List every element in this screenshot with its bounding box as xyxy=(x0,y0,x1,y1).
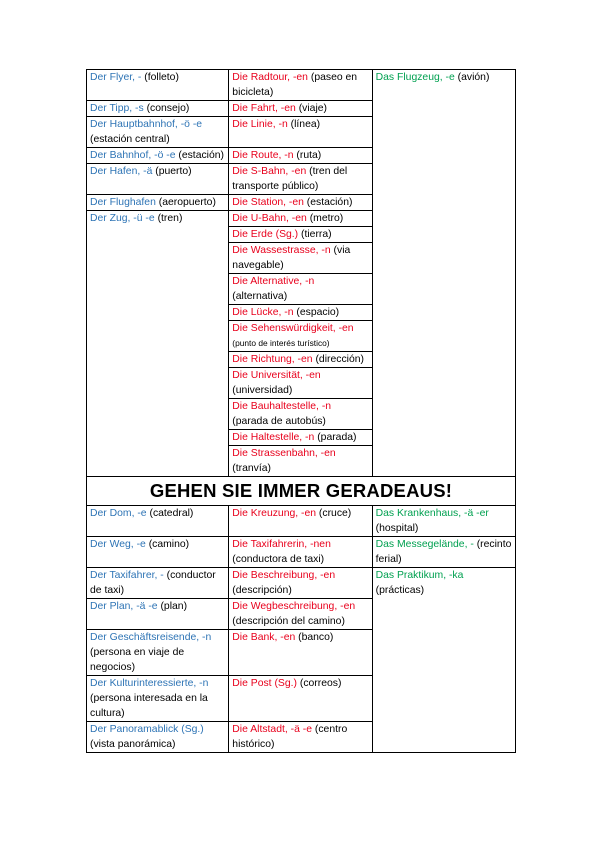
vocab-cell-neuter xyxy=(372,537,515,568)
vocab-gloss: (descripción del camino) xyxy=(232,616,345,627)
vocab-gloss: (estación central) xyxy=(90,134,170,145)
table-row xyxy=(87,568,516,599)
vocab-cell-feminine xyxy=(229,722,372,753)
vocab-cell-feminine xyxy=(229,243,372,274)
vocab-cell-feminine xyxy=(229,399,372,430)
vocab-cell-feminine xyxy=(229,148,372,164)
vocab-term: Der Tipp, -s xyxy=(90,103,144,114)
vocab-gloss: (universidad) xyxy=(232,385,293,396)
vocab-term: Der Kulturinteressierte, -n xyxy=(90,678,209,689)
vocab-gloss: (persona en viaje de negocios) xyxy=(90,647,185,673)
vocab-term: Die Sehenswürdigkeit, -en xyxy=(232,323,354,334)
vocab-term: Die Taxifahrerin, -nen xyxy=(232,539,331,550)
vocabulary-sheet xyxy=(86,69,516,753)
vocab-cell-feminine xyxy=(229,274,372,305)
vocab-gloss: (plan) xyxy=(157,601,188,612)
vocab-term: Die Richtung, -en xyxy=(232,354,313,365)
vocab-gloss: (parada) xyxy=(314,432,357,443)
vocab-gloss: (cruce) xyxy=(316,508,352,519)
vocab-gloss: (hospital) xyxy=(375,523,419,534)
vocab-cell-masculine xyxy=(87,630,229,676)
table-row xyxy=(87,70,516,101)
vocab-cell-masculine xyxy=(87,722,229,753)
vocab-term: Die Wegbeschreibung, -en xyxy=(232,601,356,612)
vocab-term: Die Bauhaltestelle, -n xyxy=(232,401,332,412)
vocab-term: Die Radtour, -en xyxy=(232,72,308,83)
heading-row xyxy=(87,477,516,506)
table-row xyxy=(87,101,516,117)
vocab-gloss: (conductor de taxi) xyxy=(90,570,216,596)
vocab-gloss: (tren del transporte público) xyxy=(232,166,348,192)
vocab-term: Die Fahrt, -en xyxy=(232,103,296,114)
vocab-term: Die Route, -n xyxy=(232,150,294,161)
vocab-term: Die Bank, -en xyxy=(232,632,296,643)
vocab-term: Die Alternative, -n xyxy=(232,276,315,287)
vocab-gloss: (catedral) xyxy=(146,508,194,519)
vocab-cell-feminine xyxy=(229,101,372,117)
vocab-term: Die Beschreibung, -en xyxy=(232,570,336,581)
vocab-term: Der Flughafen xyxy=(90,197,156,208)
vocab-term: Die Universität, -en xyxy=(232,370,321,381)
table-row xyxy=(87,599,516,630)
vocab-gloss: (vista panorámica) xyxy=(90,739,176,750)
vocab-gloss: (camino) xyxy=(145,539,190,550)
vocab-term: Das Krankenhaus, -ä -er xyxy=(375,508,489,519)
vocab-cell-feminine xyxy=(229,430,372,446)
vocab-term: Die Kreuzung, -en xyxy=(232,508,317,519)
vocab-cell-neuter xyxy=(372,506,515,537)
vocab-cell-feminine xyxy=(229,211,372,227)
vocab-cell-masculine xyxy=(87,506,229,537)
vocab-gloss: (parada de autobús) xyxy=(232,416,326,427)
vocab-cell-feminine xyxy=(229,227,372,243)
vocab-gloss: (folleto) xyxy=(141,72,179,83)
vocab-cell-feminine xyxy=(229,506,372,537)
vocab-cell-feminine xyxy=(229,195,372,211)
vocab-cell-masculine xyxy=(87,537,229,568)
vocab-cell-masculine xyxy=(87,117,229,148)
vocab-gloss: (descripción) xyxy=(232,585,292,596)
vocab-term: Der Weg, -e xyxy=(90,539,146,550)
vocab-cell-masculine xyxy=(87,101,229,117)
vocab-term: Die U-Bahn, -en xyxy=(232,213,307,224)
vocab-cell-masculine xyxy=(87,599,229,630)
vocab-term: Der Hafen, -ä xyxy=(90,166,153,177)
vocab-term: Die Altstadt, -ä -e xyxy=(232,724,312,735)
vocab-gloss: (prácticas) xyxy=(375,585,425,596)
vocab-cell-masculine xyxy=(87,70,229,101)
vocab-term: Das Messegelände, - xyxy=(375,539,474,550)
vocab-gloss: (viaje) xyxy=(295,103,328,114)
vocab-gloss: (consejo) xyxy=(143,103,190,114)
vocab-term: Der Hauptbahnhof, -ö -e xyxy=(90,119,203,130)
vocab-cell-feminine xyxy=(229,70,372,101)
vocab-gloss: (persona interesada en la cultura) xyxy=(90,693,208,719)
vocab-gloss: (estación) xyxy=(175,150,224,161)
section-heading: GEHEN SIE IMMER GERADEAUS! xyxy=(87,477,516,506)
vocab-gloss: (metro) xyxy=(306,213,344,224)
vocab-gloss: (via navegable) xyxy=(232,245,351,271)
vocab-cell-masculine xyxy=(87,195,229,211)
vocab-gloss: (avión) xyxy=(454,72,490,83)
vocab-gloss: (banco) xyxy=(295,632,334,643)
vocab-cell-masculine xyxy=(87,568,229,599)
vocab-cell-feminine xyxy=(229,630,372,676)
vocab-gloss: (tierra) xyxy=(298,229,332,240)
vocabulary-table xyxy=(86,69,516,753)
vocab-gloss: (aeropuerto) xyxy=(155,197,216,208)
table-row xyxy=(87,537,516,568)
table-row xyxy=(87,506,516,537)
vocab-cell-feminine xyxy=(229,305,372,321)
vocab-cell-feminine xyxy=(229,368,372,399)
vocab-term: Die Lücke, -n xyxy=(232,307,294,318)
vocab-term: Der Flyer, - xyxy=(90,72,142,83)
vocab-cell-masculine xyxy=(87,211,229,227)
vocab-cell-feminine xyxy=(229,446,372,477)
vocab-term: Das Praktikum, -ka xyxy=(375,570,464,581)
vocab-term: Der Bahnhof, -ö -e xyxy=(90,150,176,161)
vocab-gloss: (correos) xyxy=(296,678,342,689)
vocab-cell-feminine xyxy=(229,537,372,568)
vocab-cell-feminine xyxy=(229,599,372,630)
vocab-gloss: (línea) xyxy=(287,119,321,130)
vocab-gloss: (dirección) xyxy=(312,354,364,365)
vocab-term: Der Dom, -e xyxy=(90,508,147,519)
vocab-gloss: (espacio) xyxy=(293,307,340,318)
vocab-gloss: (centro histórico) xyxy=(232,724,348,750)
vocab-term: Die Post (Sg.) xyxy=(232,678,297,689)
vocab-term: Die Station, -en xyxy=(232,197,304,208)
vocab-term: Die S-Bahn, -en xyxy=(232,166,307,177)
vocab-term: Die Linie, -n xyxy=(232,119,288,130)
empty-cell xyxy=(372,101,515,477)
vocab-gloss: (tren) xyxy=(154,213,183,224)
vocab-gloss: (alternativa) xyxy=(232,291,288,302)
vocab-gloss: (ruta) xyxy=(293,150,322,161)
vocab-cell-feminine xyxy=(229,321,372,352)
vocab-gloss: (estación) xyxy=(303,197,353,208)
vocab-term: Der Taxifahrer, - xyxy=(90,570,164,581)
vocab-cell-feminine xyxy=(229,352,372,368)
vocab-cell-masculine xyxy=(87,676,229,722)
vocab-term: Der Plan, -ä -e xyxy=(90,601,158,612)
vocab-cell-feminine xyxy=(229,164,372,195)
empty-cell xyxy=(372,599,515,753)
vocab-gloss: (conductora de taxi) xyxy=(232,554,325,565)
empty-cell xyxy=(87,227,229,477)
vocab-cell-neuter xyxy=(372,70,515,101)
vocab-cell-neuter xyxy=(372,568,515,599)
vocab-term: Der Geschäftsreisende, -n xyxy=(90,632,212,643)
vocab-term: Die Erde (Sg.) xyxy=(232,229,299,240)
vocab-term: Die Strassenbahn, -en xyxy=(232,448,336,459)
vocab-cell-feminine xyxy=(229,568,372,599)
vocab-term: Die Wassestrasse, -n xyxy=(232,245,331,256)
vocab-term: Die Haltestelle, -n xyxy=(232,432,315,443)
vocab-gloss: (punto de interés turístico) xyxy=(232,338,330,348)
vocab-term: Der Panoramablick (Sg.) xyxy=(90,724,204,735)
vocab-gloss: (puerto) xyxy=(152,166,192,177)
vocab-gloss: (paseo en bicicleta) xyxy=(232,72,358,98)
vocab-gloss: (tranvía) xyxy=(232,463,271,474)
vocab-term: Das Flugzeug, -e xyxy=(375,72,455,83)
vocab-cell-masculine xyxy=(87,164,229,195)
vocab-term: Der Zug, -ü -e xyxy=(90,213,155,224)
vocab-gloss: (recinto ferial) xyxy=(375,539,512,565)
vocab-cell-feminine xyxy=(229,117,372,148)
vocab-cell-masculine xyxy=(87,148,229,164)
vocab-cell-feminine xyxy=(229,676,372,722)
